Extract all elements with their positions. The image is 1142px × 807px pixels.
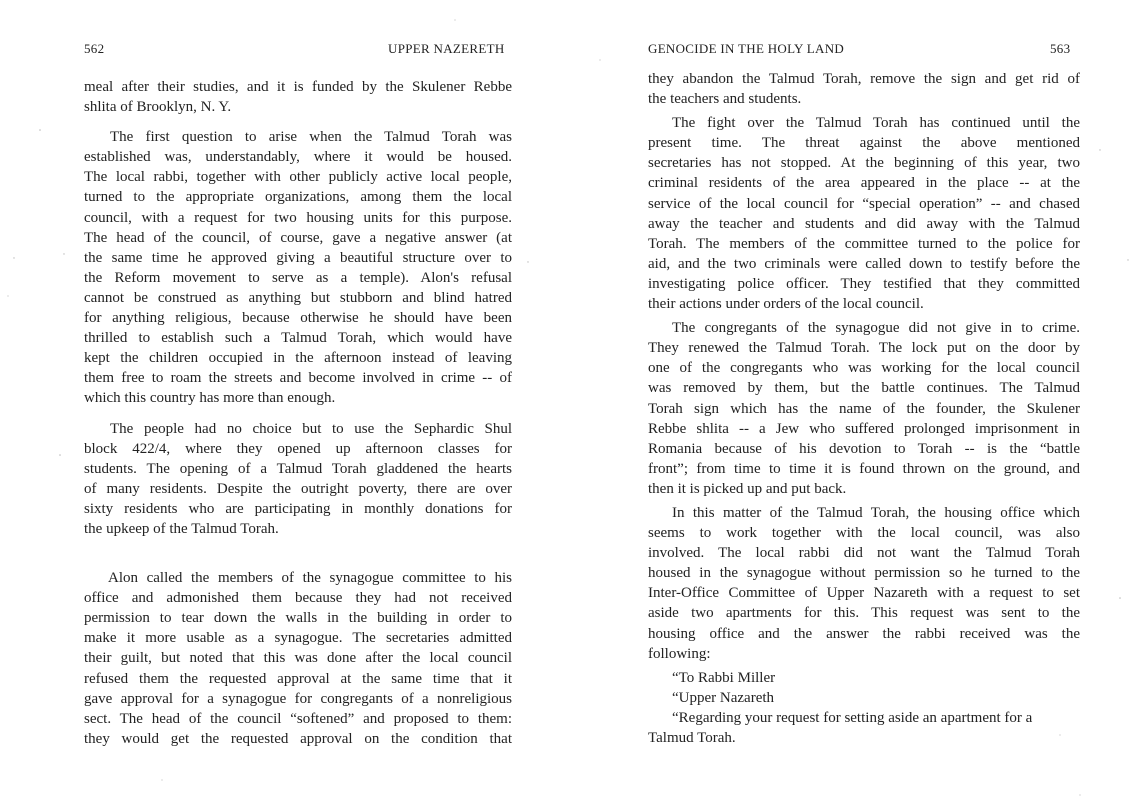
- text-line: aid, and the two criminals were called down to testify before the: [648, 255, 1080, 272]
- text-line: council, with a request for two housing units for this purpose.: [84, 209, 512, 226]
- text-line: meal after their studies, and it is funded by the Skulener Rebbe: [84, 79, 512, 95]
- text-line: block 422/4, where they opened up afternoon classes for: [84, 440, 512, 457]
- text-line: for anything religious, because otherwise he should have been: [84, 310, 512, 327]
- text-line: cannot be construed as anything but stubborn and blind hatred: [84, 289, 512, 306]
- text-line: of many residents. Despite the outright poverty, there are over: [84, 480, 512, 497]
- left-page: [0, 0, 560, 807]
- text-line: office and admonished them because they had not received: [84, 590, 512, 607]
- text-line: sect. The head of the council “softened” and proposed to them:: [84, 710, 512, 727]
- text-line: Torah sign which has the name of the founder, the Skulener: [648, 400, 1080, 417]
- text-line: In this matter of the Talmud Torah, the housing office which: [672, 504, 1080, 521]
- text-line: thrilled to establish such a Talmud Torah, which would have: [84, 330, 512, 347]
- text-line: away the teacher and students and did away with the Talmud: [648, 215, 1080, 232]
- text-line: “Regarding your request for setting aside an apartment for a: [672, 709, 1033, 726]
- left-page-number: 562: [84, 41, 105, 56]
- right-running-head: GENOCIDE IN THE HOLY LAND: [648, 41, 845, 56]
- text-line: students. The opening of a Talmud Torah gladdened the hearts: [84, 460, 512, 477]
- text-line: following:: [648, 645, 711, 662]
- text-line: front”; from time to time it is found thrown on the ground, and: [648, 460, 1080, 477]
- text-line: them free to roam the streets and become involved in crime -- of: [84, 370, 512, 387]
- text-line: the Reform movement to serve as a temple). Alon's refusal: [84, 269, 512, 286]
- text-line: “To Rabbi Miller: [672, 669, 776, 686]
- text-line: seems to work together with the local council, was also: [648, 525, 1080, 542]
- text-line: The local rabbi, together with other publicly active local people,: [84, 169, 512, 186]
- text-line: investigating police officer. They testified that they committed: [648, 275, 1080, 292]
- right-page-header: [582, 41, 1142, 61]
- text-line: Alon called the members of the synagogue committee to his: [108, 570, 512, 587]
- text-line: shlita of Brooklyn, N. Y.: [84, 99, 232, 116]
- text-line: The first question to arise when the Talmud Torah was: [110, 129, 512, 146]
- left-page-header: [0, 41, 560, 61]
- text-line: which this country has more than enough.: [84, 390, 336, 407]
- right-page-body: [648, 69, 1080, 748]
- left-running-head: UPPER NAZERETH: [388, 41, 505, 56]
- text-line: aside two apartments for this. This request was sent to the: [648, 605, 1080, 622]
- text-line: their guilt, but noted that this was done after the local council: [84, 650, 512, 667]
- text-line: The head of the council, of course, gave a negative answer (at: [84, 229, 512, 246]
- text-line: The people had no choice but to use the Sephardic Shul: [110, 420, 512, 437]
- text-line: turned to the appropriate organizations, among them the local: [84, 189, 512, 206]
- text-line: involved. The local rabbi did not want the Talmud Torah: [648, 545, 1080, 562]
- text-line: criminal residents of the area appeared in the place -- at the: [648, 175, 1080, 192]
- text-line: sixty residents who are participating in monthly donations for: [84, 500, 512, 517]
- text-line: was removed by them, but the battle continues. The Talmud: [648, 380, 1080, 397]
- text-line: “Upper Nazareth: [672, 689, 775, 706]
- text-line: they would get the requested approval on the condition that: [84, 730, 512, 747]
- text-line: The congregants of the synagogue did not give in to crime.: [672, 320, 1080, 337]
- text-line: permission to tear down the walls in the building in order to: [84, 610, 512, 627]
- text-line: the same time he approved giving a beautiful structure over to: [84, 249, 512, 266]
- text-line: Rebbe shlita -- a Jew who suffered prolonged imprisonment in: [648, 420, 1080, 437]
- text-line: kept the children occupied in the afternoon instead of leaving: [84, 350, 512, 367]
- text-line: service of the local council for “special operation” -- and chased: [648, 195, 1080, 212]
- text-line: refused them the requested approval at the same time that it: [84, 670, 512, 687]
- text-line: housing office and the answer the rabbi received was the: [648, 625, 1080, 642]
- text-line: established was, understandably, where it would be housed.: [84, 149, 512, 166]
- text-line: gave approval for a synagogue for congregants of a nonreligious: [84, 690, 512, 707]
- text-line: The fight over the Talmud Torah has continued until the: [672, 115, 1080, 132]
- text-line: Inter-Office Committee of Upper Nazareth with a request to set: [648, 585, 1080, 602]
- text-line: Torah. The members of the committee turned to the police for: [648, 235, 1080, 252]
- text-line: the teachers and students.: [648, 91, 802, 108]
- left-page-body: [84, 77, 512, 749]
- text-line: the upkeep of the Talmud Torah.: [84, 520, 279, 537]
- text-line: their actions under orders of the local council.: [648, 296, 924, 313]
- text-line: then it is picked up and put back.: [648, 480, 847, 497]
- right-page: [582, 0, 1142, 807]
- text-line: housed in the synagogue without permission so he turned to the: [648, 565, 1080, 582]
- text-line: present time. The threat against the above mentioned: [648, 135, 1080, 152]
- text-line: secretaries has not stopped. At the beginning of this year, two: [648, 155, 1080, 172]
- text-line: they abandon the Talmud Torah, remove the sign and get rid of: [648, 71, 1080, 87]
- text-line: make it more usable as a synagogue. The secretaries admitted: [84, 630, 512, 647]
- text-line: Romania because of his devotion to Torah -- is the “battle: [648, 440, 1080, 457]
- right-page-number: 563: [1050, 41, 1071, 56]
- text-line: one of the congregants who was working for the local council: [648, 360, 1080, 377]
- text-line: Talmud Torah.: [648, 730, 736, 746]
- text-line: They renewed the Talmud Torah. The lock put on the door by: [648, 340, 1080, 357]
